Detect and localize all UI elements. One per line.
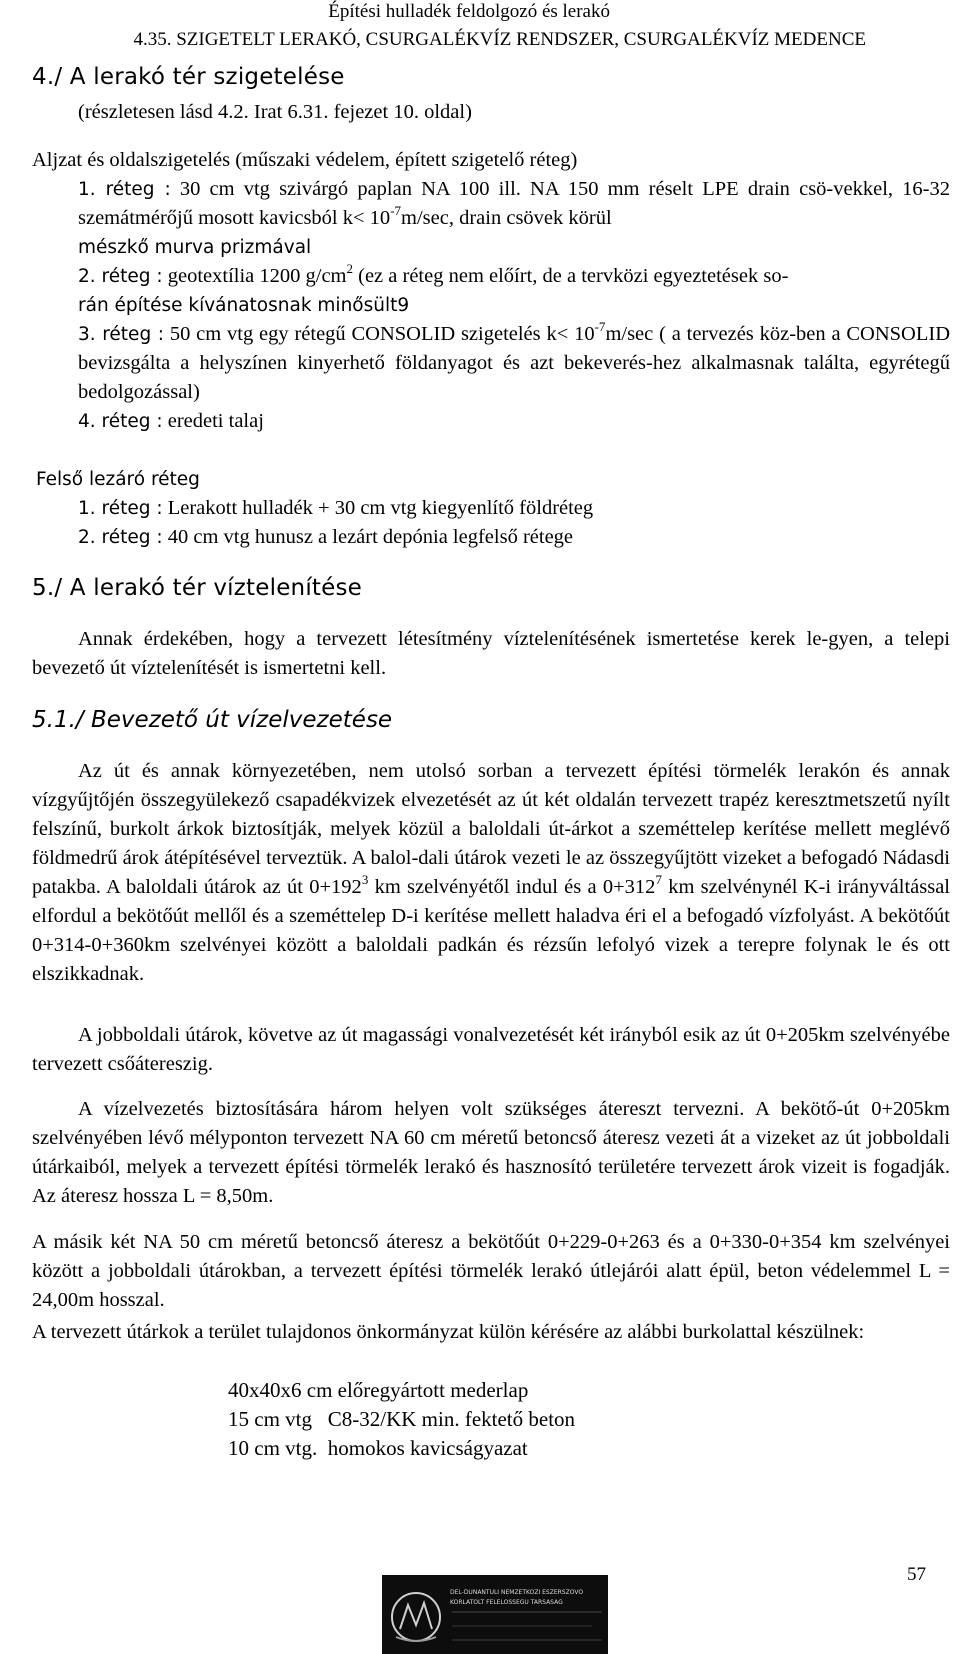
top-layer-2-label: 2. réteg : <box>78 527 163 548</box>
pavement-item-3: 10 cm vtg. homokos kavicságyazat <box>228 1436 528 1460</box>
layer-1-text-c: mészkő murva prizmával <box>78 237 312 258</box>
section-5-paragraph: Annak érdekében, hogy a tervezett létesítmény víztelenítésének ismertetése kerek le-gyen, a telepi bevezető út víztelenítését is ismertetni kell. <box>32 628 950 679</box>
layer-2-text-a: geotextília 1200 g/cm <box>167 265 347 287</box>
running-header-title: Építési hulladék feldolgozó és lerakó <box>328 1 610 22</box>
logo-text-line-2: KORLATOLT FELELOSSEGU TARSASAG <box>450 1599 563 1606</box>
section-4-heading: 4./ A lerakó tér szigetelése <box>32 64 345 90</box>
layer-3-label: 3. réteg : <box>78 324 164 345</box>
logo-text-line-1: DEL-DUNANTULI NEMZETKOZI ESZERSZOVO <box>450 1589 584 1596</box>
layer-2-text-c: rán építése kívánatosnak minősült9 <box>78 295 410 316</box>
layer-4-text: eredeti talaj <box>167 410 264 432</box>
section-5-1-paragraph-5: A tervezett útárkok a terület tulajdonos önkormányzat külön kérésére az alábbi burkolattal készülnek: <box>32 1321 865 1343</box>
section-4-reference: (részletesen lásd 4.2. Irat 6.31. fejezet 10. oldal) <box>78 101 472 123</box>
top-layer-2-line <box>78 523 950 552</box>
top-layer-1-label: 1. réteg : <box>78 498 163 519</box>
layer-2-label: 2. réteg : <box>78 266 163 287</box>
section-5-1-paragraph-4: A másik két NA 50 cm méretű betoncső áteresz a bekötőút 0+229-0+263 és a 0+330-0+354 km szelvényei között a jobboldali útárokban, a tervezett építési törmelék lerakó útlejárói alatt épül, beton védelemmel L = 24,00m hosszal. <box>32 1231 950 1311</box>
company-logo <box>382 1575 608 1654</box>
layer-4-line <box>78 407 950 436</box>
layer-3-text-b: m/sec ( a tervezés köz-ben a CONSOLID bevizsgálta a helyszínen kinyerhető földanyagot és azt bekeverés-hez alkalmasnak találta, egyrétegű bedolgozással) <box>78 323 951 403</box>
p1-text-a: Az út és annak környezetében, nem utolsó sorban a tervezett építési törmelék lerakón és annak vízgyűjtőjén összegyülekező csapadékvizek elvezetését az út két oldalán tervezett trapéz keresztmetszetű nyílt felszínű, burkolt árkok biztosítják, melyek közül a baloldali út-árkot a szeméttelep kerítése mellett meglévő földmedrű árok átépítésével terveztük. A balol-dali útárok vezeti le az összegyűjtött vizeket a befogadó Nádasdi patakba. A baloldali útárok az út 0+192 <box>32 760 950 898</box>
section-5-1-paragraph-2: A jobboldali útárok, követve az út magassági vonalvezetését két irányból esik az út 0+205km szelvényébe tervezett csőátereszig. <box>32 1024 950 1075</box>
pavement-item-2: 15 cm vtg C8-32/KK min. fektető beton <box>228 1407 576 1431</box>
top-layer-1-text: Lerakott hulladék + 30 cm vtg kiegyenlítő földréteg <box>167 497 594 519</box>
layer-3-exponent: -7 <box>594 319 606 334</box>
logo-texture <box>382 1575 608 1654</box>
layer-1-text-b: m/sec, drain csövek körül <box>401 207 612 229</box>
p1-text-b: km szelvényétől indul és a 0+312 <box>368 876 656 898</box>
p1-sup-2: 7 <box>655 872 662 887</box>
section-5-1-paragraph-1 <box>32 757 950 989</box>
section-5-1-heading: 5.1./ Bevezető út vízelvezetése <box>32 707 393 733</box>
layer-2-exponent: 2 <box>346 261 353 276</box>
layer-4-label: 4. réteg : <box>78 411 163 432</box>
pavement-item-1: 40x40x6 cm előregyártott mederlap <box>228 1378 529 1402</box>
layer-1-paragraph <box>78 175 950 233</box>
p1-text-c: km szelvénynél K-i irányváltással elfordul a bekötőút mellől és a szeméttelep D-i kerítése mellett haladva éri el a befogadó vízfolyást. A bekötőút 0+314-0+360km szelvényei között a baloldali padkán és rézsűn lefolyó vizek a terepre folynak le és ott elszikkadnak. <box>32 876 950 985</box>
page-number: 57 <box>907 1564 926 1585</box>
section-4-subtitle: Aljzat és oldalszigetelés (műszaki védelem, épített szigetelő réteg) <box>32 149 578 171</box>
section-5-1-paragraph-3: A vízelvezetés biztosítására három helyen volt szükséges átereszt tervezni. A bekötő-út 0+205km szelvényében lévő mélyponton tervezett NA 60 cm méretű betoncső áteresz vezeti át a vizeket az út jobboldali útárkaiból, melyek a tervezett építési törmelék lerakó és hasznosító területére tervezett árok vizeit is fogadják. Az áteresz hossza L = 8,50m. <box>32 1098 950 1207</box>
layer-1-exponent: -7 <box>390 203 402 218</box>
top-cover-heading: Felső lezáró réteg <box>36 469 200 490</box>
running-header-subtitle: 4.35. SZIGETELT LERAKÓ, CSURGALÉKVÍZ RENDSZER, CSURGALÉKVÍZ MEDENCE <box>133 29 866 50</box>
p1-sup-1: 3 <box>361 872 369 887</box>
top-layer-1-line <box>78 494 950 523</box>
layer-1-text-a: 30 cm vtg szivárgó paplan NA 100 ill. NA 150 mm réselt LPE drain csö-vekkel, 16-32 szemátmérőjű mosott kavicsból k< 10 <box>78 178 951 229</box>
top-layer-2-text: 40 cm vtg hunusz a lezárt depónia legfelső rétege <box>167 526 574 548</box>
layer-1-label: 1. réteg : <box>78 179 171 200</box>
layer-2-paragraph <box>78 262 950 291</box>
layer-3-text-a: 50 cm vtg egy rétegű CONSOLID szigetelés k< 10 <box>169 323 595 345</box>
layer-2-text-b: (ez a réteg nem előírt, de a tervközi egyeztetések so- <box>353 265 789 287</box>
section-5-heading: 5./ A lerakó tér víztelenítése <box>32 575 363 601</box>
layer-3-paragraph <box>78 320 950 407</box>
